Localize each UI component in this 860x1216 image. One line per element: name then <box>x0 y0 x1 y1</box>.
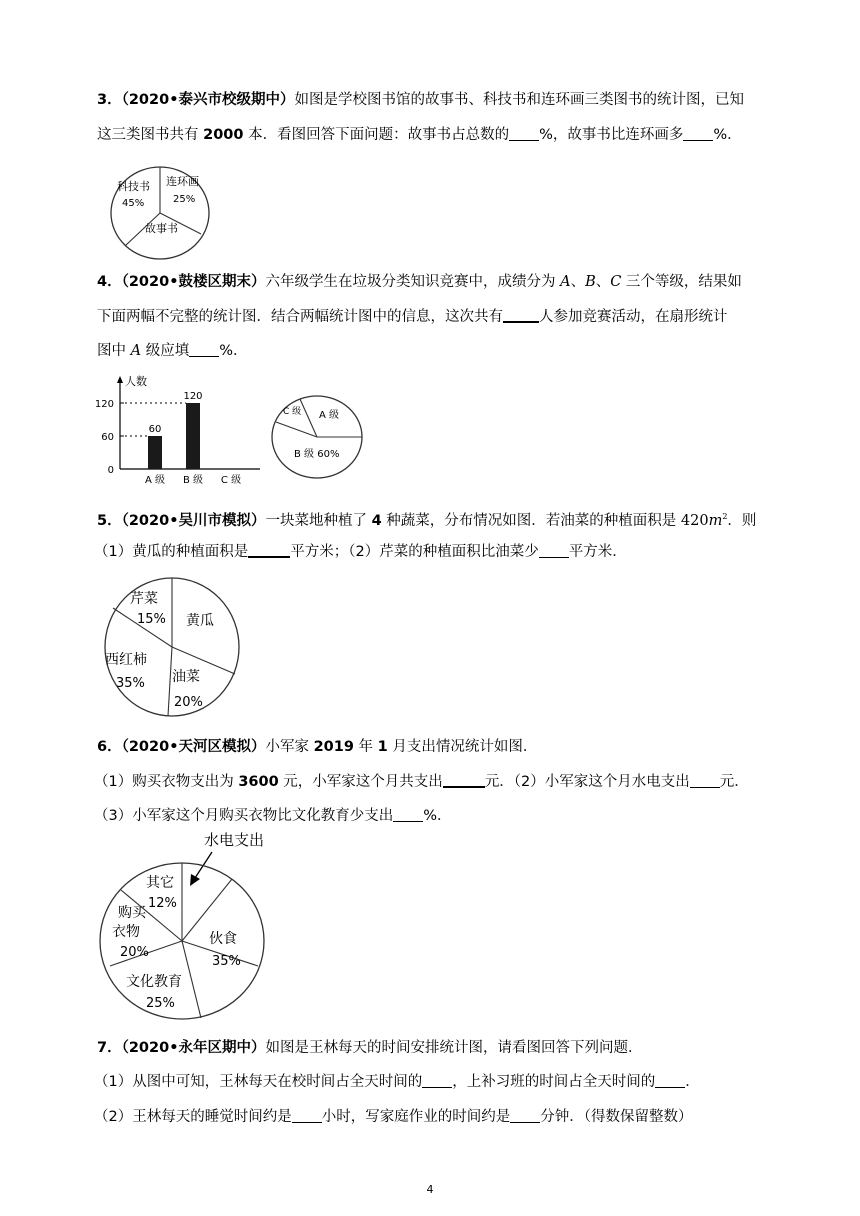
q5-label-youcai: 油菜 <box>172 669 200 685</box>
q4-bar-1 <box>186 403 200 469</box>
q4-text-1a: 六年级学生在垃圾分类知识竞赛中，成绩分为 <box>265 274 561 290</box>
q3-blank-2[interactable] <box>683 126 713 141</box>
q5-text-2b: 平方米；（2）芹菜的种植面积比油菜少 <box>290 544 539 560</box>
q6-label-goumai-1: 购买 <box>118 905 146 921</box>
q5-text-2c: 平方米． <box>568 544 627 560</box>
q7-line-2 <box>94 1072 700 1092</box>
q7-text-3b: 小时，写家庭作业的时间约是 <box>321 1109 511 1125</box>
q4-pie-chart <box>270 392 366 482</box>
q6-blank-2[interactable] <box>690 773 720 788</box>
q4-bars <box>95 391 241 486</box>
q3-text-2b: 本．看图回答下面问题：故事书占总数的 <box>243 127 510 143</box>
q4-blank-2[interactable] <box>189 342 219 357</box>
q5-count: 4 <box>371 512 382 529</box>
q3-label-gushishu: 故事书 <box>145 222 178 235</box>
q3-label-kejishu-pct: 45% <box>122 198 145 209</box>
q4-sep-1: 、 <box>570 274 586 290</box>
q3-line-2 <box>97 125 742 145</box>
q4-grade-a-2: A <box>130 343 142 359</box>
q7-blank-3[interactable] <box>292 1108 322 1123</box>
q7-text-3c: 分钟．（得数保留整数） <box>540 1109 693 1125</box>
q4-text-2a: 下面两幅不完整的统计图．结合两幅统计图中的信息，这次共有 <box>97 309 503 325</box>
q4-pie-label-a: A 级 <box>319 410 340 421</box>
q6-line-3 <box>94 806 452 826</box>
q4-pie-label-b: B 级 60% <box>294 449 340 460</box>
q5-text-1b: 种蔬菜，分布情况如图．若油菜的种植面积是 <box>381 512 681 529</box>
q3-label-lianhuanhua: 连环画 <box>166 175 199 188</box>
q6-text-1c: 月支出情况统计如图． <box>387 739 538 755</box>
q4-xlabel-0: A 级 <box>144 475 166 486</box>
q4-text-3a: 图中 <box>97 343 131 359</box>
q6-callout-label: 水电支出 <box>204 831 265 849</box>
q4-number: 4． <box>97 274 122 290</box>
q4-pie-label-c: C 级 <box>283 407 302 417</box>
q4-text-1b: 三个等级，结果如 <box>621 274 742 290</box>
q3-blank-1[interactable] <box>509 126 539 141</box>
q5-unit-sup: 2 <box>722 512 728 521</box>
page-number: 4 <box>426 1183 434 1196</box>
q3-pie-chart <box>108 163 212 263</box>
q5-number: 5． <box>97 512 122 529</box>
q5-blank-1[interactable] <box>248 542 290 558</box>
q4-ytick-2: 120 <box>94 399 114 410</box>
q6-blank-3[interactable] <box>393 807 423 822</box>
q6-number: 6． <box>97 739 122 755</box>
q4-text-2b: 人参加竞赛活动，在扇形统计 <box>539 309 728 325</box>
q7-text-2c: ． <box>685 1074 700 1090</box>
q4-bar-value-1: 120 <box>183 391 203 402</box>
q5-label-youcai-pct: 20% <box>174 695 203 710</box>
q6-callout-arrow-icon <box>190 874 200 886</box>
q6-text-3b: %． <box>423 808 452 824</box>
q4-bar-0 <box>148 436 162 469</box>
q6-text-1b: 年 <box>353 739 378 755</box>
q6-month: 1 <box>377 739 388 755</box>
q4-line-1 <box>97 272 742 292</box>
q4-source: （2020•鼓楼区期末） <box>121 274 266 290</box>
q4-xlabel-2: C 级 <box>220 475 242 486</box>
q3-text-2a: 这三类图书共有 <box>97 127 204 143</box>
q4-grade-c: C <box>610 274 622 290</box>
q6-text-1a: 小军家 <box>265 739 314 755</box>
q5-label-qincai: 芹菜 <box>130 591 158 607</box>
q7-text-1: 如图是王林每天的时间安排统计图，请看图回答下列问题． <box>265 1040 643 1056</box>
q3-label-kejishu: 科技书 <box>117 180 150 193</box>
q6-line-1 <box>97 737 537 757</box>
q6-text-2a: （1）购买衣物支出为 <box>94 774 239 790</box>
q6-clothes-amount: 3600 <box>238 774 279 790</box>
q6-line-2 <box>94 772 749 792</box>
q6-pie-chart <box>98 830 278 1030</box>
q6-year: 2019 <box>313 739 354 755</box>
q6-text-2d: 元． <box>719 774 749 790</box>
q4-line-2 <box>97 307 728 327</box>
q4-text-3c: %． <box>219 343 248 359</box>
q7-line-1 <box>97 1038 642 1058</box>
q6-label-qita: 其它 <box>146 875 174 891</box>
q6-label-goumai-pct: 20% <box>120 945 149 960</box>
q7-text-3a: （2）王林每天的睡觉时间约是 <box>94 1109 292 1125</box>
q3-line-1 <box>97 90 744 110</box>
q7-source: （2020•永年区期中） <box>121 1040 266 1056</box>
q7-blank-1[interactable] <box>422 1073 452 1088</box>
q4-blank-1[interactable] <box>503 307 539 323</box>
q4-bar-value-0: 60 <box>148 424 162 435</box>
q3-number: 3． <box>97 92 122 108</box>
q4-grade-a: A <box>560 274 571 290</box>
q3-text-1: 如图是学校图书馆的故事书、科技书和连环画三类图书的统计图，已知 <box>294 92 744 108</box>
q7-blank-4[interactable] <box>510 1108 540 1123</box>
q5-label-qincai-pct: 15% <box>137 612 166 627</box>
q5-text-1c: ．则 <box>727 512 757 529</box>
q6-label-wenhua: 文化教育 <box>126 974 182 990</box>
q6-source: （2020•天河区模拟） <box>121 739 266 755</box>
q7-line-3 <box>94 1107 692 1127</box>
q3-total: 2000 <box>203 127 244 143</box>
q5-unit: m <box>708 512 723 529</box>
q4-ytick-0: 0 <box>107 465 114 476</box>
q6-text-3a: （3）小军家这个月购买衣物比文化教育少支出 <box>94 808 394 824</box>
q5-pie-chart <box>102 575 244 720</box>
q3-label-lianhuanhua-pct: 25% <box>173 194 196 205</box>
q6-label-goumai-2: 衣物 <box>112 924 140 940</box>
q5-text-2a: （1）黄瓜的种植面积是 <box>94 544 249 560</box>
q5-label-huanggua: 黄瓜 <box>186 613 214 629</box>
q4-text-3b: 级应填 <box>141 343 190 359</box>
q3-text-2c: %，故事书比连环画多 <box>539 127 684 143</box>
q4-ytick-1: 60 <box>101 432 114 443</box>
q6-text-2c: 元．（2）小军家这个月水电支出 <box>484 774 690 790</box>
q4-xlabel-1: B 级 <box>182 475 204 486</box>
q5-label-xihongshi: 西红柿 <box>105 652 147 668</box>
q5-line-1 <box>97 507 756 531</box>
q4-grade-b: B <box>585 274 596 290</box>
q5-source: （2020•吴川市模拟） <box>121 512 266 529</box>
q6-label-qita-pct: 12% <box>148 896 177 911</box>
q5-area: 420 <box>680 512 709 529</box>
q4-bar-chart <box>88 373 268 488</box>
q5-text-1a: 一块菜地种植了 <box>265 512 372 529</box>
q5-blank-2[interactable] <box>539 543 569 558</box>
q6-label-wenhua-pct: 25% <box>146 996 175 1011</box>
q6-label-huoshi: 伙食 <box>209 931 237 947</box>
q3-text-2d: %． <box>713 127 742 143</box>
q3-source: （2020•泰兴市校级期中） <box>121 92 295 108</box>
q5-label-xihongshi-pct: 35% <box>116 676 145 691</box>
q7-text-2a: （1）从图中可知，王林每天在校时间占全天时间的 <box>94 1074 423 1090</box>
q4-line-3 <box>97 341 247 361</box>
q6-blank-1[interactable] <box>443 772 485 788</box>
q7-text-2b: ，上补习班的时间占全天时间的 <box>452 1074 656 1090</box>
q6-text-2b: 元，小军家这个月共支出 <box>278 774 443 790</box>
q7-blank-2[interactable] <box>655 1073 685 1088</box>
q5-line-2 <box>94 542 627 562</box>
q4-bar-ylabel: 人数 <box>125 375 147 388</box>
q6-label-huoshi-pct: 35% <box>212 954 241 969</box>
q7-number: 7． <box>97 1040 122 1056</box>
q4-sep-2: 、 <box>595 274 611 290</box>
